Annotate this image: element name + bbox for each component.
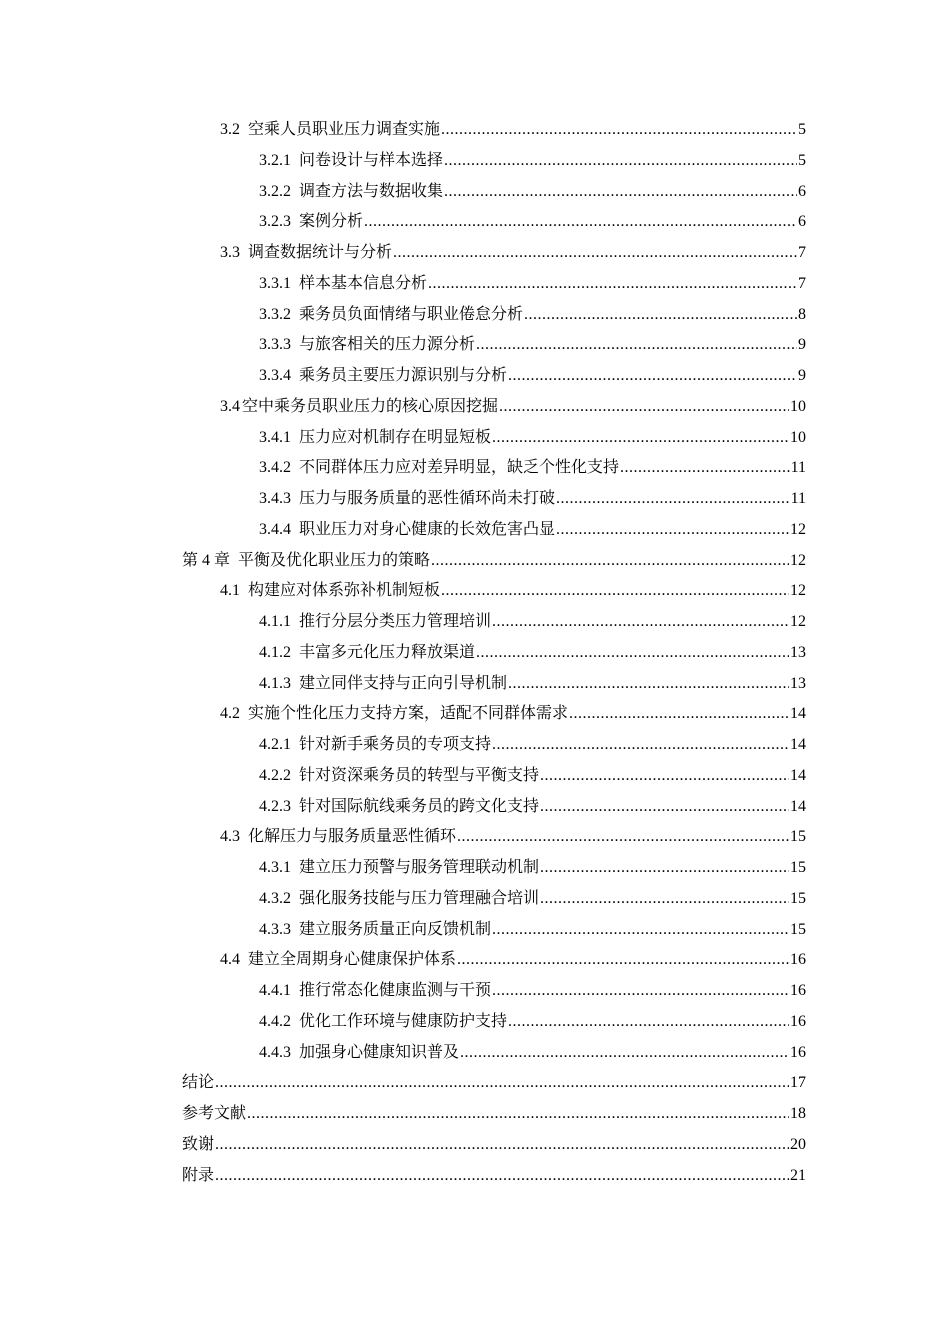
toc-entry[interactable] bbox=[182, 883, 806, 914]
toc-dot-leader bbox=[508, 669, 789, 700]
toc-entry[interactable] bbox=[182, 1037, 806, 1068]
toc-entry-title: 化解压力与服务质量恶性循环 bbox=[248, 826, 457, 846]
toc-entry-page-number: 12 bbox=[790, 613, 806, 630]
toc-dot-leader bbox=[215, 1130, 789, 1161]
toc-entry[interactable] bbox=[182, 329, 806, 360]
toc-entry[interactable] bbox=[182, 545, 806, 576]
toc-entry-title: 附录 bbox=[182, 1164, 215, 1184]
toc-entry-number: 4.3.2 bbox=[259, 889, 291, 907]
toc-dot-leader bbox=[556, 515, 789, 546]
table-of-contents bbox=[182, 114, 806, 1190]
toc-entry[interactable] bbox=[182, 206, 806, 237]
toc-entry-number: 4.1.2 bbox=[259, 643, 291, 661]
toc-entry-title: 案例分析 bbox=[299, 211, 364, 231]
toc-entry-title: 建立服务质量正向反馈机制 bbox=[299, 918, 492, 938]
toc-entry-page-number: 10 bbox=[790, 397, 806, 415]
toc-dot-leader bbox=[556, 484, 790, 515]
toc-entry[interactable] bbox=[182, 821, 806, 852]
toc-dot-leader bbox=[540, 884, 789, 915]
toc-entry[interactable] bbox=[182, 237, 806, 268]
toc-entry-page-number: 11 bbox=[790, 490, 806, 507]
toc-entry-title: 建立同伴支持与正向引导机制 bbox=[299, 672, 508, 692]
toc-entry[interactable] bbox=[182, 944, 806, 975]
toc-entry-title: 样本基本信息分析 bbox=[299, 272, 428, 292]
toc-entry-page-number: 5 bbox=[798, 121, 806, 138]
toc-entry-page-number: 13 bbox=[790, 674, 806, 692]
toc-entry[interactable] bbox=[182, 791, 806, 822]
toc-entry-page-number: 12 bbox=[790, 551, 806, 569]
toc-entry[interactable] bbox=[182, 852, 806, 883]
toc-entry-number: 4.1.3 bbox=[259, 674, 291, 692]
toc-entry-number: 4.4.2 bbox=[259, 1012, 291, 1030]
toc-entry[interactable] bbox=[182, 1067, 806, 1098]
toc-entry-title: 推行分层分类压力管理培训 bbox=[299, 611, 492, 630]
toc-entry-title: 针对资深乘务员的转型与平衡支持 bbox=[299, 764, 540, 784]
toc-entry[interactable] bbox=[182, 975, 806, 1006]
toc-dot-leader bbox=[247, 1099, 789, 1130]
toc-entry[interactable] bbox=[182, 606, 806, 637]
toc-entry-page-number: 7 bbox=[798, 274, 806, 292]
toc-entry-title: 建立全周期身心健康保护体系 bbox=[248, 949, 457, 969]
toc-entry-page-number: 16 bbox=[790, 1012, 806, 1030]
toc-dot-leader bbox=[215, 1161, 789, 1192]
toc-entry-title: 强化服务技能与压力管理融合培训 bbox=[299, 887, 540, 907]
toc-entry-title: 空中乘务员职业压力的核心原因挖掘 bbox=[242, 395, 499, 415]
toc-entry-number: 4.2.1 bbox=[259, 736, 291, 753]
toc-entry-title: 参考文献 bbox=[182, 1103, 247, 1122]
toc-entry-page-number: 12 bbox=[790, 582, 806, 600]
toc-dot-leader bbox=[431, 546, 789, 577]
toc-entry-number: 3.4 bbox=[220, 397, 240, 415]
toc-entry-title: 丰富多元化压力释放渠道 bbox=[299, 641, 476, 661]
toc-entry-title: 压力与服务质量的恶性循环尚未打破 bbox=[299, 488, 556, 507]
toc-entry[interactable] bbox=[182, 637, 806, 668]
toc-entry-page-number: 11 bbox=[790, 459, 806, 477]
toc-entry[interactable] bbox=[182, 176, 806, 207]
toc-entry-number: 3.2.2 bbox=[259, 182, 291, 200]
toc-entry-title: 调查数据统计与分析 bbox=[248, 242, 393, 261]
toc-dot-leader bbox=[492, 423, 789, 454]
toc-entry-number: 3.3.4 bbox=[259, 367, 291, 384]
toc-entry-page-number: 5 bbox=[798, 151, 806, 169]
toc-entry-number: 4.1.1 bbox=[259, 613, 291, 630]
toc-dot-leader bbox=[428, 269, 797, 300]
toc-entry[interactable] bbox=[182, 1098, 806, 1129]
toc-entry-number: 3.4.3 bbox=[259, 490, 291, 507]
toc-entry-title: 建立压力预警与服务管理联动机制 bbox=[299, 857, 540, 876]
toc-entry-title: 加强身心健康知识普及 bbox=[299, 1041, 460, 1061]
toc-entry-number: 4.1 bbox=[220, 582, 240, 600]
toc-dot-leader bbox=[393, 238, 797, 269]
toc-dot-leader bbox=[476, 330, 797, 361]
toc-entry-page-number: 14 bbox=[790, 797, 806, 815]
toc-entry-page-number: 17 bbox=[790, 1074, 806, 1092]
toc-entry-page-number: 12 bbox=[790, 520, 806, 538]
toc-entry-number: 3.3.2 bbox=[259, 305, 291, 323]
toc-entry-title: 与旅客相关的压力源分析 bbox=[299, 334, 476, 354]
toc-entry-page-number: 14 bbox=[790, 705, 806, 723]
toc-entry-page-number: 15 bbox=[790, 920, 806, 938]
toc-dot-leader bbox=[441, 576, 789, 607]
toc-entry[interactable] bbox=[182, 422, 806, 453]
toc-entry-number: 4.4.3 bbox=[259, 1043, 291, 1061]
toc-entry-page-number: 14 bbox=[790, 736, 806, 753]
toc-entry-number: 4.4.1 bbox=[259, 982, 291, 999]
toc-entry-page-number: 15 bbox=[790, 859, 806, 876]
toc-dot-leader bbox=[457, 945, 789, 976]
toc-entry-page-number: 8 bbox=[798, 305, 806, 323]
toc-entry-page-number: 10 bbox=[790, 428, 806, 446]
toc-dot-leader bbox=[492, 976, 789, 1007]
toc-entry[interactable] bbox=[182, 729, 806, 760]
toc-entry-title: 结论 bbox=[182, 1072, 215, 1092]
toc-dot-leader bbox=[524, 300, 797, 331]
toc-dot-leader bbox=[460, 1038, 789, 1069]
toc-entry-number: 3.2.3 bbox=[259, 213, 291, 231]
toc-entry-number: 4.3.1 bbox=[259, 859, 291, 876]
toc-entry[interactable] bbox=[182, 483, 806, 514]
toc-dot-leader bbox=[540, 853, 789, 884]
toc-dot-leader bbox=[492, 915, 789, 946]
toc-entry-title: 推行常态化健康监测与干预 bbox=[299, 980, 492, 999]
toc-dot-leader bbox=[476, 638, 789, 669]
toc-dot-leader bbox=[499, 392, 789, 423]
toc-dot-leader bbox=[492, 730, 789, 761]
toc-entry-title: 问卷设计与样本选择 bbox=[299, 149, 444, 169]
toc-entry[interactable] bbox=[182, 914, 806, 945]
toc-entry-title: 实施个性化压力支持方案，适配不同群体需求 bbox=[248, 703, 569, 723]
toc-entry-title: 空乘人员职业压力调查实施 bbox=[248, 119, 441, 138]
toc-entry[interactable] bbox=[182, 145, 806, 176]
toc-entry-page-number: 14 bbox=[790, 766, 806, 784]
toc-entry[interactable] bbox=[182, 1006, 806, 1037]
toc-entry[interactable] bbox=[182, 1160, 806, 1191]
toc-entry-title: 压力应对机制存在明显短板 bbox=[299, 426, 492, 446]
toc-entry[interactable] bbox=[182, 1129, 806, 1160]
toc-entry-title: 致谢 bbox=[182, 1133, 215, 1153]
toc-dot-leader bbox=[540, 792, 789, 823]
toc-entry-page-number: 13 bbox=[790, 643, 806, 661]
toc-entry-page-number: 18 bbox=[790, 1105, 806, 1122]
toc-entry-page-number: 6 bbox=[798, 213, 806, 231]
toc-entry[interactable] bbox=[182, 514, 806, 545]
toc-entry-page-number: 7 bbox=[798, 244, 806, 261]
toc-dot-leader bbox=[492, 607, 789, 638]
toc-entry-title: 构建应对体系弥补机制短板 bbox=[248, 580, 441, 600]
toc-entry-title: 职业压力对身心健康的长效危害凸显 bbox=[299, 518, 556, 538]
toc-entry[interactable] bbox=[182, 391, 806, 422]
toc-entry-page-number: 16 bbox=[790, 1043, 806, 1061]
toc-dot-leader bbox=[540, 761, 789, 792]
toc-dot-leader bbox=[444, 146, 797, 177]
toc-dot-leader bbox=[444, 177, 797, 208]
toc-entry-number: 3.4.2 bbox=[259, 459, 291, 477]
toc-entry-page-number: 20 bbox=[790, 1135, 806, 1153]
toc-dot-leader bbox=[364, 207, 797, 238]
toc-entry[interactable] bbox=[182, 268, 806, 299]
toc-entry-number: 第 4 章 bbox=[182, 551, 231, 569]
toc-entry-page-number: 6 bbox=[798, 182, 806, 200]
toc-entry-title: 乘务员负面情绪与职业倦怠分析 bbox=[299, 303, 524, 323]
toc-dot-leader bbox=[441, 115, 797, 146]
toc-entry[interactable] bbox=[182, 760, 806, 791]
toc-entry-page-number: 15 bbox=[790, 828, 806, 846]
toc-entry-page-number: 21 bbox=[790, 1166, 806, 1184]
toc-entry[interactable] bbox=[182, 360, 806, 391]
toc-entry-number: 4.3 bbox=[220, 828, 240, 846]
toc-entry-title: 平衡及优化职业压力的策略 bbox=[238, 549, 431, 569]
toc-entry-title: 调查方法与数据收集 bbox=[299, 180, 444, 200]
toc-dot-leader bbox=[620, 453, 790, 484]
toc-dot-leader bbox=[508, 361, 797, 392]
toc-dot-leader bbox=[215, 1068, 789, 1099]
toc-entry[interactable] bbox=[182, 299, 806, 330]
toc-entry[interactable] bbox=[182, 698, 806, 729]
toc-entry-number: 3.3 bbox=[220, 244, 240, 261]
toc-entry-number: 3.4.1 bbox=[259, 428, 291, 446]
toc-entry-number: 3.4.4 bbox=[259, 520, 291, 538]
toc-entry[interactable] bbox=[182, 114, 806, 145]
toc-entry-title: 针对新手乘务员的专项支持 bbox=[299, 734, 492, 753]
toc-entry-title: 优化工作环境与健康防护支持 bbox=[299, 1010, 508, 1030]
toc-entry-page-number: 16 bbox=[790, 982, 806, 999]
toc-entry-number: 3.2 bbox=[220, 121, 240, 138]
toc-entry[interactable] bbox=[182, 668, 806, 699]
toc-entry-number: 4.2.3 bbox=[259, 797, 291, 815]
toc-entry-title: 乘务员主要压力源识别与分析 bbox=[299, 365, 508, 384]
toc-entry-number: 4.4 bbox=[220, 951, 240, 969]
toc-entry-number: 3.3.1 bbox=[259, 274, 291, 292]
toc-entry-number: 4.3.3 bbox=[259, 920, 291, 938]
toc-entry[interactable] bbox=[182, 575, 806, 606]
toc-entry-number: 3.3.3 bbox=[259, 336, 291, 354]
toc-entry-title: 针对国际航线乘务员的跨文化支持 bbox=[299, 795, 540, 815]
toc-entry-page-number: 15 bbox=[790, 889, 806, 907]
toc-dot-leader bbox=[457, 822, 789, 853]
toc-entry-title: 不同群体压力应对差异明显，缺乏个性化支持 bbox=[299, 457, 620, 477]
toc-entry-page-number: 16 bbox=[790, 951, 806, 969]
toc-entry-number: 4.2.2 bbox=[259, 766, 291, 784]
toc-entry-number: 4.2 bbox=[220, 705, 240, 723]
toc-entry-page-number: 9 bbox=[798, 336, 806, 354]
toc-entry-page-number: 9 bbox=[798, 367, 806, 384]
toc-entry-number: 3.2.1 bbox=[259, 151, 291, 169]
toc-entry[interactable] bbox=[182, 452, 806, 483]
toc-dot-leader bbox=[569, 699, 789, 730]
toc-dot-leader bbox=[508, 1007, 789, 1038]
